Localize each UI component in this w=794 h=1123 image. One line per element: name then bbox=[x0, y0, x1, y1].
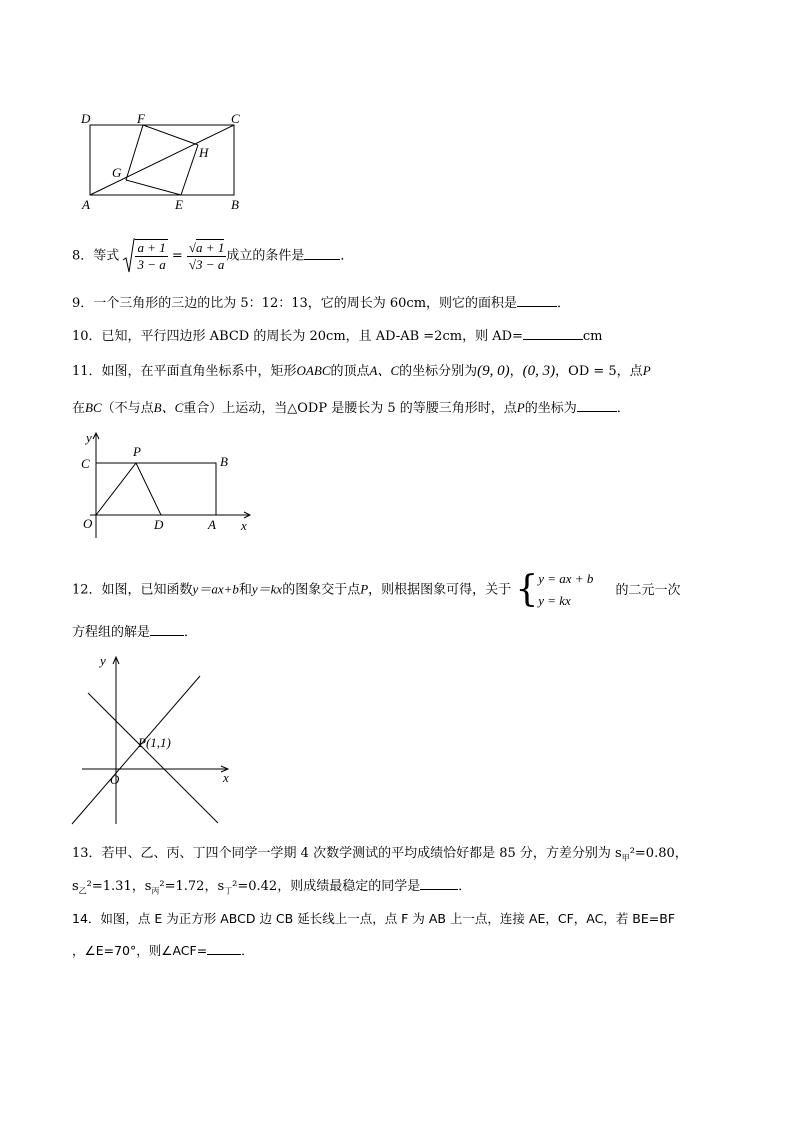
segment-op bbox=[96, 463, 136, 515]
label-a: A bbox=[208, 517, 216, 532]
label-g: G bbox=[112, 165, 122, 180]
question-11-line2: 在BC（不与点B、C重合）上运动，当△ODP 是腰长为 5 的等腰三角形时，点P的坐标为 ． bbox=[72, 400, 630, 416]
segment-fh bbox=[143, 125, 198, 145]
question-11-line1: 11．如图，在平面直角坐标系中，矩形OABC的顶点A、C的坐标分别为(9, 0)，(0, 3)，OD = 5，点P bbox=[72, 363, 651, 379]
label-c: C bbox=[231, 111, 240, 126]
fraction-sqrt: $\frac{√a + 1}{√3 - a}$ bbox=[188, 239, 225, 272]
answer-blank-11[interactable] bbox=[577, 398, 617, 412]
segment-pd bbox=[136, 463, 161, 515]
label-d: D bbox=[154, 517, 164, 532]
answer-blank-10[interactable] bbox=[523, 326, 583, 340]
question-12-line2: 方程组的解是 ． bbox=[72, 622, 197, 642]
label-b: B bbox=[220, 454, 228, 469]
label-x: x bbox=[241, 518, 247, 533]
segment-ge bbox=[126, 180, 181, 195]
label-o: O bbox=[110, 772, 120, 787]
question-14-line2: ，∠E=70°，则∠ACF= ． bbox=[72, 943, 254, 958]
figure-rectangle bbox=[76, 110, 246, 216]
diagonal-ac bbox=[90, 125, 234, 195]
segment-fg bbox=[126, 125, 143, 180]
question-13-line2: $s_乙^2=1.31$，$s_丙^2=1.72$，$s_丁^2=0.42$，则成绩最稳定的同学是 ． bbox=[72, 876, 471, 901]
answer-blank-14[interactable] bbox=[207, 941, 241, 955]
label-c: C bbox=[81, 456, 90, 471]
question-12-line1: 12．如图，已知函数y＝ax+b和y＝kx的图象交于点P，则根据图象可得，关于 { y = ax + b y = kx 的二元一次 bbox=[72, 569, 681, 610]
figure-intersecting-lines bbox=[68, 652, 238, 828]
label-p: P bbox=[133, 444, 141, 459]
figure-coordinate-rectangle bbox=[78, 428, 258, 540]
question-8: 8．等式 $\frac{a + 1}{3 - a}$ = $\frac{√a + 1}{√3 - a}$ 成立的条件是 ． bbox=[72, 239, 354, 272]
line-y-kx bbox=[72, 676, 200, 824]
label-y: y bbox=[86, 430, 92, 445]
question-13-line1: 13．若甲、乙、丙、丁四个同学一学期 4 次数学测试的平均成绩恰好都是 85 分，方差分别为 $s_甲^2=0.80$， bbox=[72, 846, 688, 863]
label-a: A bbox=[82, 197, 90, 212]
label-b: B bbox=[231, 197, 239, 212]
segment-he bbox=[181, 145, 198, 195]
rect-oabc bbox=[96, 463, 216, 515]
label-o: O bbox=[83, 516, 93, 531]
line-y-ax-b bbox=[88, 693, 218, 823]
label-e: E bbox=[175, 197, 183, 212]
label-y: y bbox=[100, 653, 106, 668]
label-f: F bbox=[137, 111, 145, 126]
answer-blank-9[interactable] bbox=[517, 293, 557, 307]
question-10: 10．已知，平行四边形 ABCD 的周长为 20cm，且 AD-AB =2cm，则 AD= cm bbox=[72, 326, 603, 346]
system-brace: { bbox=[515, 569, 539, 610]
answer-blank-13[interactable] bbox=[420, 876, 458, 890]
answer-blank-12[interactable] bbox=[150, 622, 184, 636]
question-14-line1: 14．如图，点 E 为正方形 ABCD 边 CB 延长线上一点，点 F 为 AB 上一点，连接 AE，CF，AC，若 BE=BF bbox=[72, 911, 676, 926]
label-d: D bbox=[81, 111, 91, 126]
label-x: x bbox=[223, 770, 229, 785]
equation-system: y = ax + b y = kx bbox=[538, 571, 594, 608]
label-h: H bbox=[199, 145, 209, 160]
sqrt-fraction: $\frac{a + 1}{3 - a}$ bbox=[123, 238, 167, 274]
question-9: 9．一个三角形的三边的比为 5：12：13，它的周长为 60cm，则它的面积是 ． bbox=[72, 293, 570, 313]
label-p: P(1,1) bbox=[138, 735, 171, 750]
answer-blank-8[interactable] bbox=[304, 246, 340, 260]
